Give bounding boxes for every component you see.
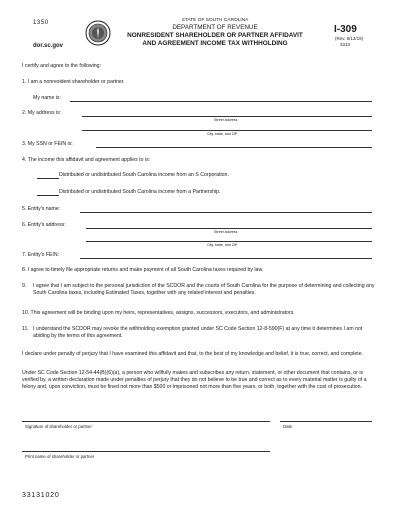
item-1: 1. I am a nonresident shareholder or partner. (22, 79, 125, 85)
item-10: 10. This agreement will be binding upon my heirs, representatives, assigns, successors, executors, and administrators. (22, 310, 295, 316)
signature-field[interactable] (22, 421, 270, 422)
entity-city-caption: City, state, and ZIP (207, 243, 238, 247)
form-title-line2: AND AGREEMENT INCOME TAX WITHHOLDING (142, 40, 288, 47)
item-9-number: 9. (22, 283, 27, 289)
entity-street-caption: Street address (214, 230, 238, 234)
perjury-declaration: I declare under penalty of perjury that I have examined this affidavit and that, to the best of my knowledge and belief, it is true, correct, and complete. (22, 351, 364, 357)
sc-code-section-text: Under SC Code Section 12-54-44(B)(6)(a), a person who willfully makes and subscribes any return, statement, or other document that contains, or is verified by, a written declaration made under penalties of perjury that they do not believe to be true and correct as to every material matter is guilty of a felony and, upon conviction, must be fined not more than $500 or imprisoned not more than five years, or both, together with the cost of prosecution. (22, 370, 367, 391)
state-name: STATE OF SOUTH CAROLINA (181, 18, 249, 23)
entity-street-field[interactable] (86, 228, 372, 229)
item-11-number: 11. (22, 326, 29, 332)
item-6: 6. Entity's address: (22, 222, 66, 228)
s-corp-checkbox-line[interactable] (37, 178, 59, 179)
item-2: 2. My address is: (22, 110, 62, 116)
print-name-caption: Print name of shareholder or partner (25, 454, 95, 459)
signature-caption: Signature of shareholder or partner (25, 424, 92, 429)
option-partnership: Distributed or undistributed South Carolina income from a Partnership. (59, 189, 221, 195)
form-revision: (Rev. 6/12/19) (335, 36, 364, 41)
item-9: I agree that I am subject to the personal jurisdiction of the SCDOR and the courts of South Carolina for the purpose of determining and collecting any South Carolina taxes, including Estimated Taxes, together with any related interest and penalties. (33, 283, 375, 297)
item-11: I understand the SCDOR may revoke the withholding exemption granted under SC Code Section 12-8-590(F) at any time it determines I am not abiding by the terms of this agreement. (33, 326, 363, 340)
form-code-top: 1350 (33, 20, 49, 26)
site-url: dor.sc.gov (33, 43, 64, 49)
city-caption: City, state, and ZIP (207, 132, 238, 136)
item-5: 5. Entity's name: (22, 206, 61, 212)
print-name-field[interactable] (22, 451, 270, 452)
date-field[interactable] (280, 421, 372, 422)
name-field[interactable] (70, 101, 372, 102)
entity-name-field[interactable] (80, 212, 372, 213)
ssn-fein-field[interactable] (96, 147, 372, 148)
address-street-field[interactable] (82, 116, 372, 117)
address-city-field[interactable] (82, 130, 372, 131)
form-code: 3313 (340, 42, 351, 47)
state-seal-icon (85, 20, 111, 46)
footer-code: 33131020 (22, 492, 60, 499)
item-4: 4. The income this affidavit and agreement applies to is: (22, 157, 151, 163)
name-label: My name is: (33, 95, 61, 101)
item-3: 3. My SSN or FEIN is: (22, 141, 73, 147)
department-name: DEPARTMENT OF REVENUE (172, 24, 258, 31)
date-caption: Date (283, 424, 293, 429)
option-s-corporation: Distributed or undistributed South Carolina income from an S Corporation. (59, 172, 229, 178)
street-address-caption: Street address (214, 118, 238, 122)
form-title-line1: NONRESIDENT SHAREHOLDER OR PARTNER AFFIDAVIT (127, 32, 303, 39)
partnership-checkbox-line[interactable] (37, 195, 59, 196)
entity-city-field[interactable] (86, 241, 372, 242)
item-7: 7. Entity's FEIN: (22, 252, 60, 258)
item-8: 8. I agree to timely file appropriate returns and make payment of all South Carolina taxes required by law. (22, 267, 264, 273)
entity-fein-field[interactable] (80, 258, 372, 259)
intro-text: I certify and agree to the following: (22, 63, 102, 69)
form-number: I-309 (334, 24, 357, 35)
